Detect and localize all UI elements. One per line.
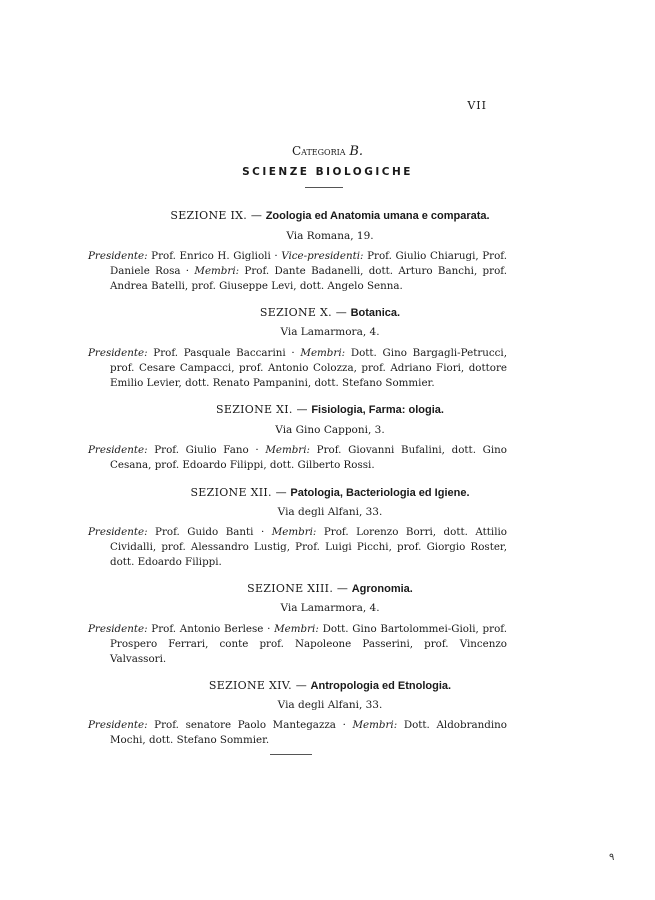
section-title	[0, 209, 655, 222]
member-names: Prof. Pasquale Baccarini ·	[147, 347, 301, 359]
section-subject: Agronomia.	[351, 583, 413, 595]
section-title	[0, 306, 655, 319]
section-title	[0, 403, 655, 416]
section-subject: Patologia, Bacteriologia ed Igiene.	[290, 487, 470, 499]
section-members	[88, 346, 507, 391]
member-role: Vice-presidenti:	[281, 250, 364, 262]
member-role: Presidente:	[88, 347, 148, 359]
section-title	[0, 486, 655, 499]
section-subject: Antropologia ed Etnologia.	[310, 680, 452, 692]
member-names: Dott. Aldobrandino Mochi, dott. Stefano Sommier.	[110, 719, 507, 746]
page-number: VII	[467, 99, 487, 112]
section-address: Via Lamarmora, 4.	[280, 602, 380, 614]
section-number: SEZIONE XIV. —	[208, 679, 308, 692]
end-divider	[270, 754, 312, 755]
member-role: Membri:	[300, 347, 346, 359]
section-number: SEZIONE IX. —	[170, 209, 263, 222]
member-names: Prof. Dante Badanelli, dott. Arturo Banchi, prof. Andrea Batelli, prof. Giuseppe Levi, dott. Angelo Senna.	[110, 265, 507, 292]
member-role: Presidente:	[88, 623, 148, 635]
section-subject: Botanica.	[350, 307, 401, 319]
section-subject: Zoologia ed Anatomia umana e comparata.	[265, 210, 490, 222]
section-address: Via Romana, 19.	[286, 230, 374, 242]
section-number: SEZIONE XII. —	[190, 486, 287, 499]
member-names: Prof. Antonio Berlese ·	[147, 623, 275, 635]
section-address: Via degli Alfani, 33.	[277, 699, 383, 711]
section-address: Via degli Alfani, 33.	[277, 506, 383, 518]
member-role: Presidente:	[88, 250, 148, 262]
member-names: Prof. Guido Banti ·	[147, 526, 272, 538]
member-names: Prof. Giulio Fano ·	[147, 444, 266, 456]
member-names: Prof. Giulio Chiarugi, Prof. Daniele Rosa ·	[110, 250, 507, 277]
section-subject: Fisiologia, Farma: ologia.	[311, 404, 444, 416]
section-number: SEZIONE XIII. —	[247, 582, 349, 595]
category-label	[0, 144, 655, 159]
category-letter: B.	[349, 144, 364, 159]
category-word: Categoria	[291, 144, 346, 158]
member-role: Membri:	[265, 444, 310, 456]
section-members	[88, 622, 507, 667]
member-role: Membri:	[352, 719, 398, 731]
section-members	[88, 443, 507, 473]
section-title	[0, 582, 655, 595]
member-names: Dott. Gino Bartolommei-Gioli, prof. Prospero Ferrari, conte prof. Napoleone Passerini, prof. Vincenzo Valvassori.	[110, 623, 507, 665]
member-role: Presidente:	[88, 444, 148, 456]
member-role: Membri:	[194, 265, 240, 277]
section-title	[0, 679, 655, 692]
member-names: Dott. Gino Bargagli-Petrucci, prof. Cesare Campacci, prof. Antonio Colozza, prof. Adriano Fiori, dottore Emilio Levier, dott. Renato Pampanini, dott. Stefano Sommier.	[110, 347, 508, 389]
category-title: SCIENZE BIOLOGICHE	[242, 166, 413, 178]
section-number: SEZIONE X. —	[259, 306, 348, 319]
member-role: Membri:	[271, 526, 317, 538]
member-names: Prof. senatore Paolo Mantegazza ·	[147, 719, 353, 731]
member-names: Prof. Lorenzo Borri, dott. Attilio Cividalli, prof. Alessandro Lustig, Prof. Luigi Picchi, prof. Giorgio Roster, dott. Edoardo Filippi.	[110, 526, 507, 568]
section-members	[88, 249, 507, 294]
member-names: Prof. Enrico H. Giglioli ·	[147, 250, 282, 262]
member-role: Membri:	[274, 623, 319, 635]
member-role: Presidente:	[88, 526, 148, 538]
title-divider	[305, 187, 343, 188]
section-members	[88, 525, 507, 570]
section-address: Via Lamarmora, 4.	[280, 326, 380, 338]
member-names: Prof. Giovanni Bufalini, dott. Gino Cesana, prof. Edoardo Filippi, dott. Gilberto Rossi.	[110, 444, 507, 471]
section-number: SEZIONE XI. —	[216, 403, 308, 416]
member-role: Presidente:	[88, 719, 148, 731]
corner-mark: ٩	[609, 852, 615, 863]
section-address: Via Gino Capponi, 3.	[275, 424, 385, 436]
section-members	[88, 718, 507, 748]
